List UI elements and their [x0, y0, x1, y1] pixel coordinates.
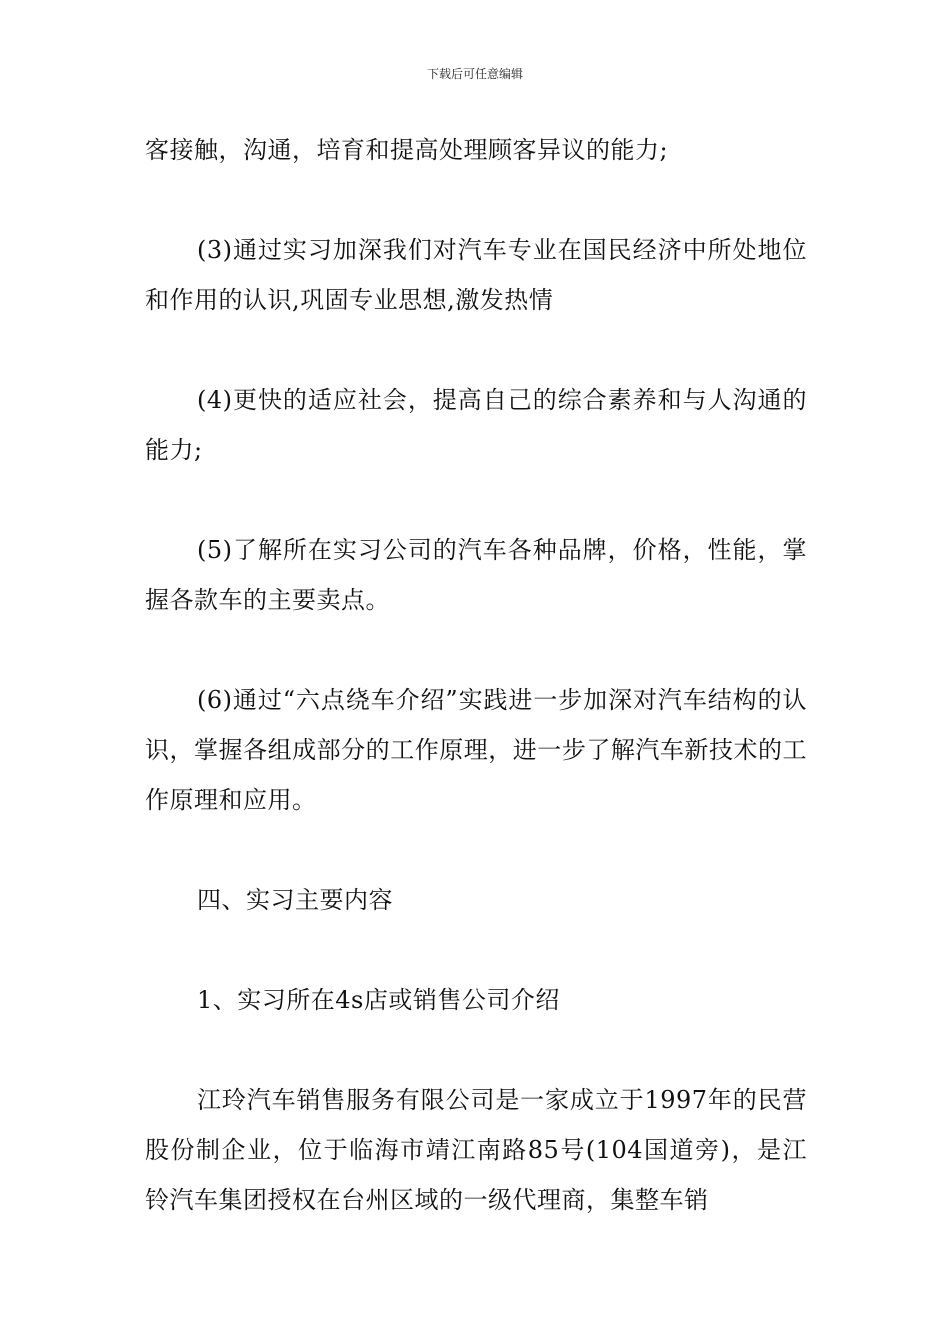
paragraph-item-4: (4)更快的适应社会，提高自己的综合素养和与人沟通的能力;: [145, 386, 807, 464]
section-heading: 四、实习主要内容: [197, 886, 393, 914]
paragraph-item-3: (3)通过实习加深我们对汽车专业在国民经济中所处地位和作用的认识,巩固专业思想,激发热情: [145, 236, 807, 314]
paragraph-continuation: 客接触，沟通，培育和提高处理顾客异议的能力;: [145, 136, 669, 164]
paragraph-item-5: (5)了解所在实习公司的汽车各种品牌，价格，性能，掌握各款车的主要卖点。: [145, 536, 807, 614]
paragraph-item-6: (6)通过“六点绕车介绍”实践进一步加深对汽车结构的认识，掌握各组成部分的工作原理，进一步了解汽车新技术的工作原理和应用。: [145, 686, 807, 814]
subsection-heading: 1、实习所在4s店或销售公司介绍: [197, 986, 560, 1014]
company-intro-paragraph: 江玲汽车销售服务有限公司是一家成立于1997年的民营股份制企业，位于临海市靖江南路85号(104国道旁)，是江铃汽车集团授权在台州区域的一级代理商，集整车销: [145, 1086, 807, 1214]
page-header: 下载后可任意编辑: [426, 67, 523, 81]
document-body: [145, 125, 807, 1225]
